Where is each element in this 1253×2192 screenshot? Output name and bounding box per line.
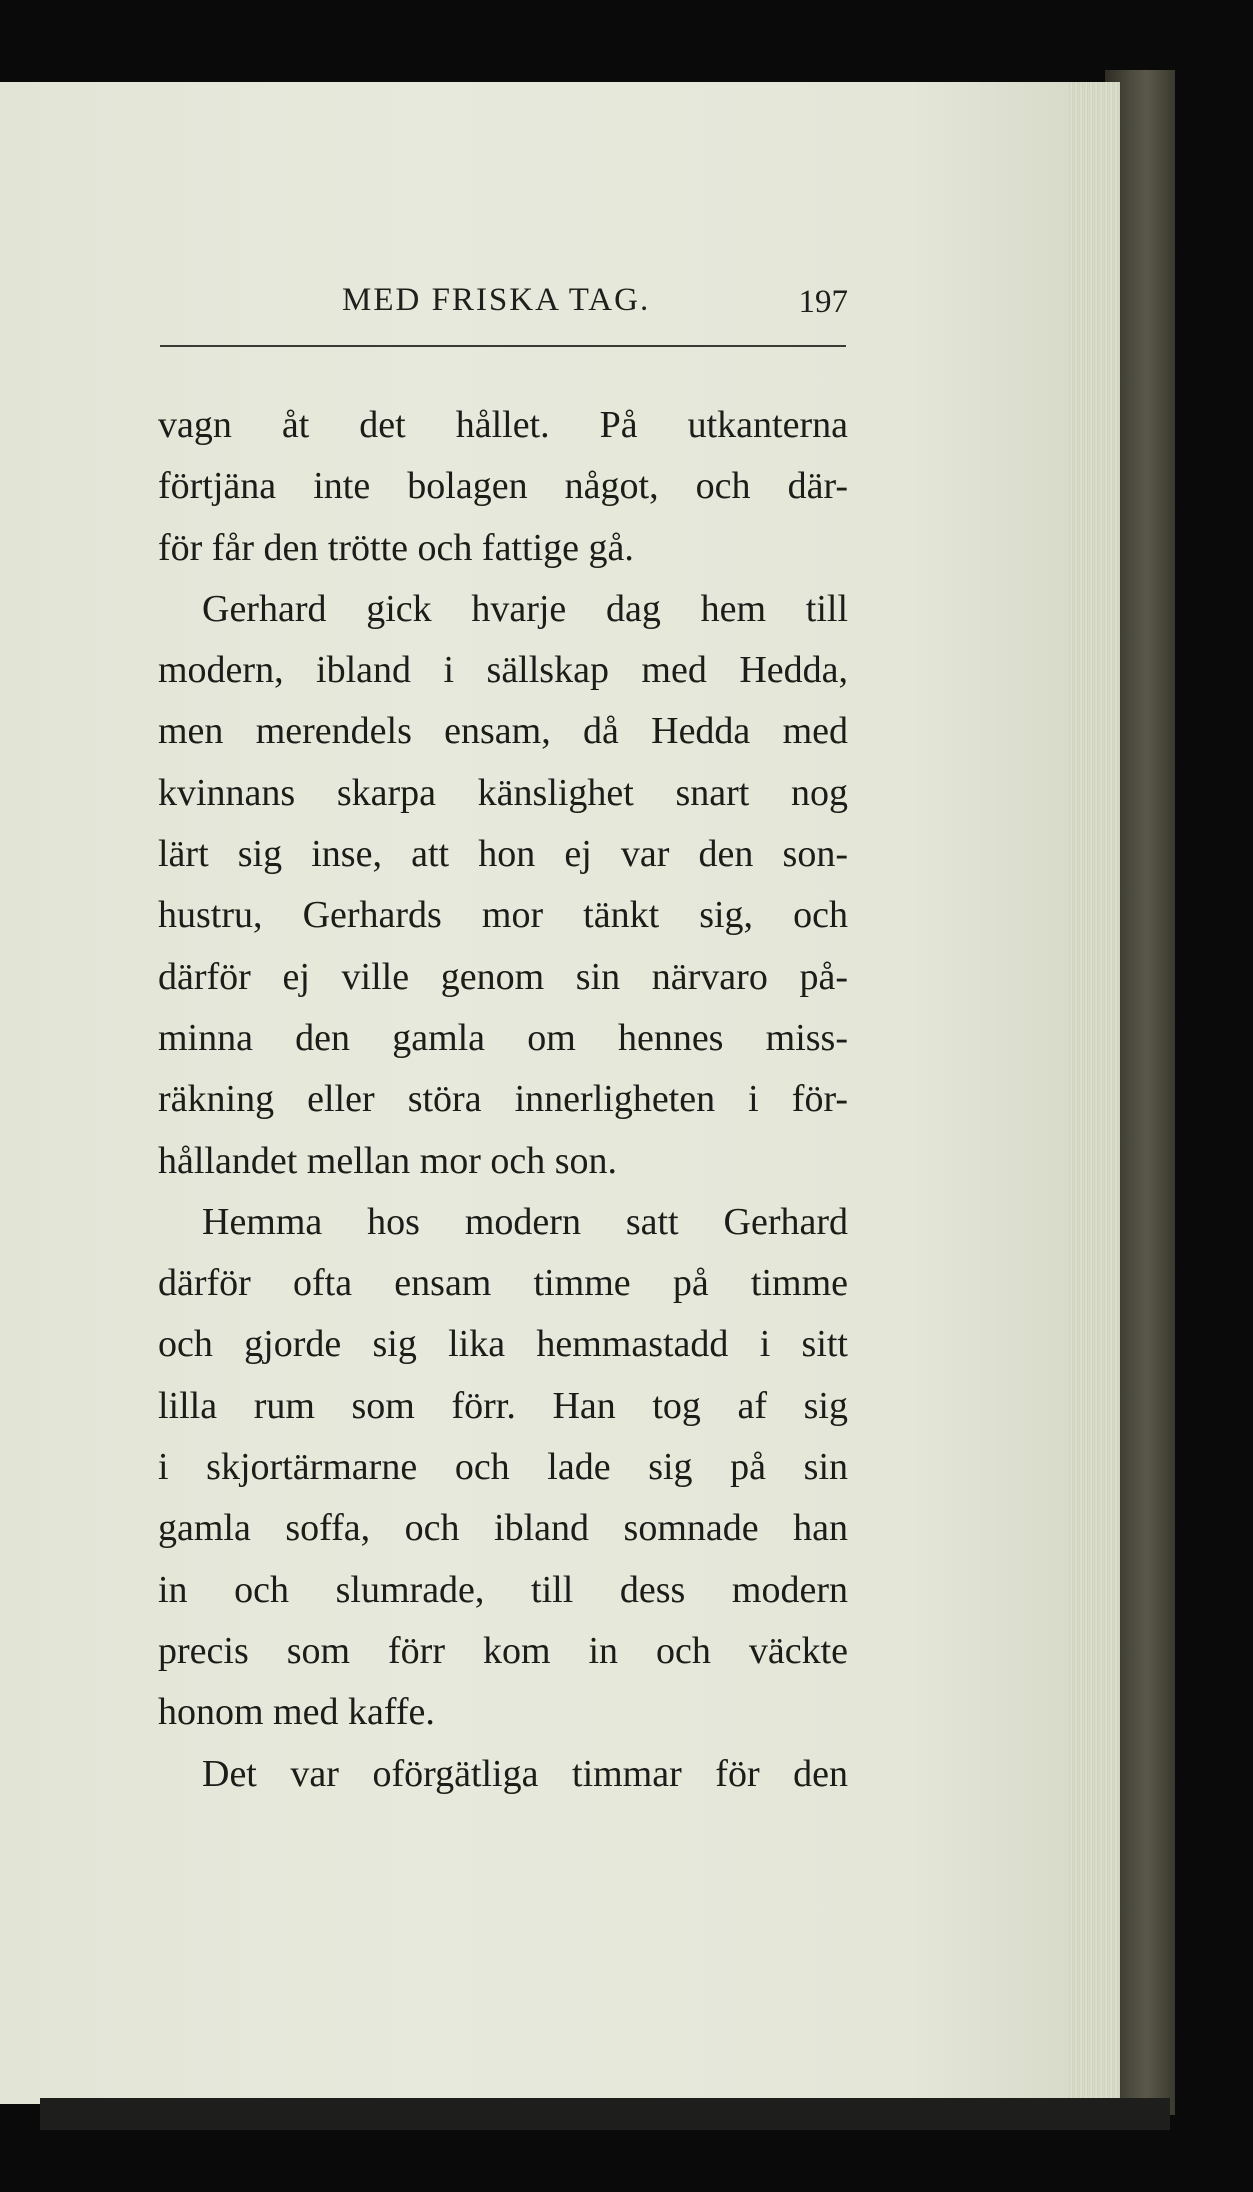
text-line: minna den gamla om hennes miss- [158, 1016, 848, 1059]
text-line: men merendels ensam, då Hedda med [158, 710, 848, 753]
page-header [158, 278, 848, 338]
header-rule [160, 345, 846, 347]
page-bottom-shadow [40, 2098, 1170, 2130]
text-line: in och slumrade, till dess modern [158, 1568, 848, 1611]
text-line: kvinnans skarpa känslighet snart nog [158, 771, 848, 814]
text-line: Det var oförgätliga timmar för den [202, 1752, 848, 1795]
text-line: därför ofta ensam timme på timme [158, 1262, 848, 1305]
text-line: och gjorde sig lika hemmastadd i sitt [158, 1323, 848, 1366]
text-line: gamla soffa, och ibland somnade han [158, 1507, 848, 1550]
page-number: 197 [798, 284, 848, 320]
text-line: för får den trötte och fattige gå. [158, 526, 634, 569]
text-line: honom med kaffe. [158, 1691, 435, 1734]
text-line: modern, ibland i sällskap med Hedda, [158, 649, 848, 692]
text-line: därför ej ville genom sin närvaro på- [158, 955, 848, 998]
text-line: hållandet mellan mor och son. [158, 1139, 618, 1182]
text-line: Gerhard gick hvarje dag hem till [202, 587, 848, 630]
text-line: hustru, Gerhards mor tänkt sig, och [158, 894, 848, 937]
text-line: lilla rum som förr. Han tog af sig [158, 1384, 848, 1427]
text-line: räkning eller störa innerligheten i för- [158, 1078, 848, 1121]
text-line: i skjortärmarne och lade sig på sin [158, 1446, 848, 1489]
text-line: förtjäna inte bolagen något, och där- [158, 465, 848, 508]
text-line: Hemma hos modern satt Gerhard [202, 1200, 848, 1243]
text-line: lärt sig inse, att hon ej var den son- [158, 833, 848, 876]
text-line: vagn åt det hållet. På utkanterna [158, 404, 848, 446]
text-line: precis som förr kom in och väckte [158, 1629, 848, 1672]
running-head: MED FRISKA TAG. [342, 282, 651, 318]
body-text [158, 395, 848, 1805]
